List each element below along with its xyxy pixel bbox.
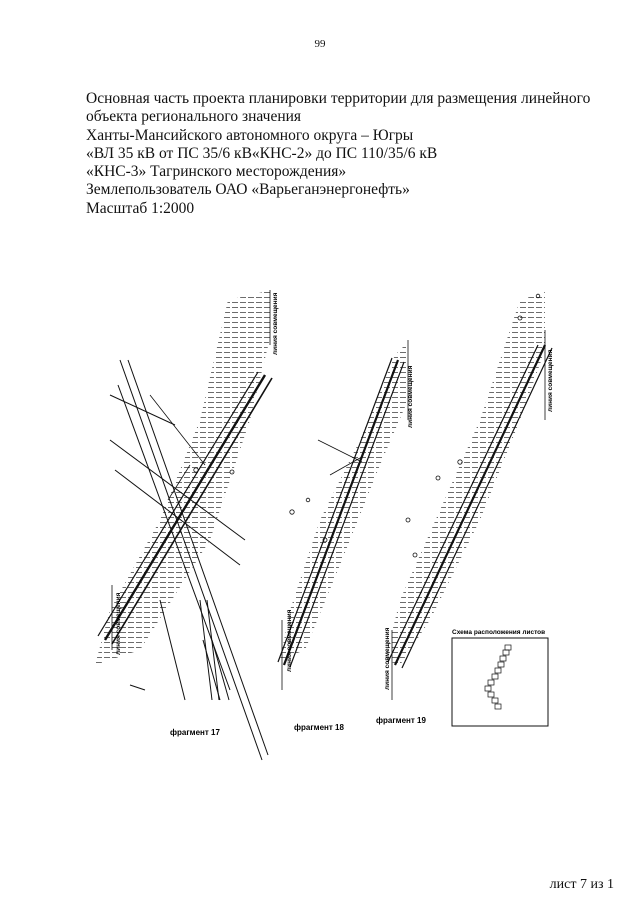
inset-title: Схема расположения листов bbox=[452, 629, 546, 636]
fragment-17-caption: фрагмент 17 bbox=[170, 728, 220, 737]
fragment-17-road bbox=[160, 600, 185, 700]
fragment-17-road bbox=[203, 640, 220, 700]
inset-sheet bbox=[503, 650, 509, 655]
inset-frame bbox=[452, 638, 548, 726]
inset-sheet bbox=[505, 645, 511, 650]
inset-sheet bbox=[492, 698, 498, 703]
fragment-18-route-line bbox=[278, 358, 392, 662]
fragment-19-point bbox=[436, 476, 440, 480]
fragment-19-route-line bbox=[402, 348, 552, 668]
sheet-layout-inset bbox=[452, 629, 548, 726]
title-line-3: Ханты-Мансийского автономного округа – Югры bbox=[86, 126, 414, 144]
fragment-19-match-line-label-bottom: линия совмещения bbox=[384, 627, 391, 690]
sheet-counter: лист 7 из 1 bbox=[549, 877, 614, 892]
title-line-2: объекта регионального значения bbox=[86, 108, 302, 126]
fragment-18-hatched-zone bbox=[280, 342, 408, 660]
inset-sheet bbox=[488, 680, 494, 685]
inset-sheet bbox=[492, 674, 498, 679]
scale-line: Масштаб 1:2000 bbox=[86, 199, 195, 217]
inset-sheet bbox=[495, 668, 501, 673]
fragment-18-point bbox=[306, 498, 310, 502]
title-line-5: «КНС-3» Тагринского месторождения» bbox=[86, 163, 347, 181]
fragment-19-route-line bbox=[395, 345, 545, 665]
fragment-19-hatched-zone bbox=[385, 292, 545, 665]
fragment-17-route-line bbox=[112, 378, 272, 644]
title-line-1: Основная часть проекта планировки территории для размещения линейного bbox=[86, 90, 591, 107]
fragment-17-road bbox=[212, 640, 229, 700]
fragment-17-route-line bbox=[98, 372, 258, 636]
fragment-17-match-line-label-bottom: линия совмещения bbox=[115, 592, 122, 655]
inset-sheet bbox=[495, 704, 501, 709]
page-number: 99 bbox=[314, 38, 326, 50]
inset-sheet bbox=[485, 686, 491, 691]
fragment-17-road bbox=[207, 600, 219, 700]
inset-sheet bbox=[498, 662, 504, 667]
inset-sheet bbox=[488, 692, 494, 697]
title-line-6: Землепользователь ОАО «Варьеганэнергонефть» bbox=[86, 181, 410, 199]
title-line-4: «ВЛ 35 кВ от ПС 35/6 кВ«КНС-2» до ПС 110/35/6 кВ bbox=[86, 144, 438, 162]
fragment-19-caption: фрагмент 19 bbox=[376, 716, 426, 725]
fragment-18-caption: фрагмент 18 bbox=[294, 723, 344, 732]
fragment-18-point bbox=[290, 510, 294, 514]
fragment-19-point bbox=[413, 553, 417, 557]
fragment-18-match-line-label-top: линия совмещения bbox=[407, 365, 414, 428]
fragment-17-drawing bbox=[95, 290, 272, 760]
fragment-17-match-line-label-top: линия совмещения bbox=[272, 292, 279, 355]
fragment-18-route-line bbox=[284, 360, 398, 665]
fragment-19-point bbox=[406, 518, 410, 522]
fragment-17-leader bbox=[130, 685, 145, 690]
inset-sheet bbox=[500, 656, 506, 661]
fragment-18-match-line-label-bottom: линия совмещения bbox=[286, 609, 293, 672]
fragment-19-drawing bbox=[385, 292, 552, 700]
fragment-18-route-line bbox=[290, 362, 404, 667]
fragment-19-match-line-label-top: линия совмещения bbox=[547, 349, 554, 412]
